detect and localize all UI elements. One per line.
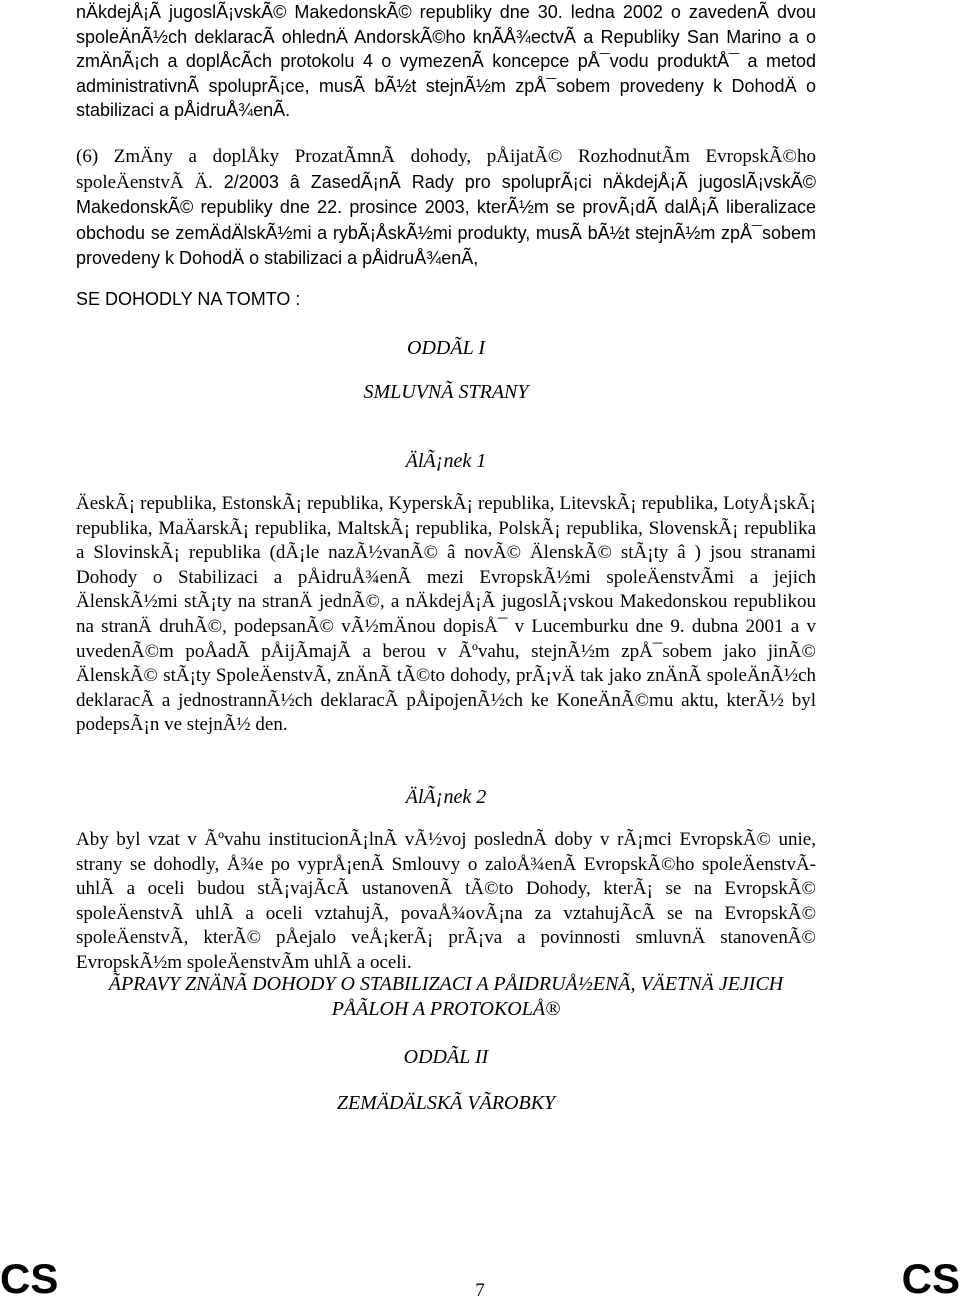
amendments-heading-line-2: PÅÃLOH A PROTOKOLÅ® [331, 998, 561, 1020]
page-number: 7 [475, 1280, 485, 1301]
article-2-body: Aby byl vzat v Ãºvahu institucionÃ¡lnÃ vÃ½voj poslednÃ doby v rÃ¡mci EvropskÃ© unie, strany se dohodly, Å¾e po vyprÅ¡enÃ Smlouvy o zaloÅ¾enÃ EvropskÃ©ho spoleÄenstvÃ uhlÃ a oceli budou stÃ¡vajÃcÃ ustanovenÃ tÃ©to Dohody, kterÃ¡ se na EvropskÃ© spoleÄenstvÃ uhlÃ a oceli vztahujÃ, povaÅ¾ovÃ¡na za vztahujÃcÃ se na EvropskÃ© spoleÄenstvÃ, kterÃ© pÅejalo veÅ¡kerÃ¡ prÃ¡va a povinnosti smluvnÄ stanovenÃ© EvropskÃ½m spoleÄenstvÃm uhlÃ a oceli. [76, 829, 816, 973]
paragraph-6 [76, 145, 816, 272]
amendments-heading [76, 972, 816, 1022]
article-1-heading: ÄlÃ¡nek 1 [405, 450, 487, 472]
article-2-heading: ÄlÃ¡nek 2 [405, 786, 487, 808]
section-2-heading: ODDÃL II [403, 1046, 489, 1068]
agricultural-products-heading: ZEMÄDÄLSKÃ VÃROBKY [336, 1092, 556, 1114]
amendments-heading-line-1: ÃPRAVY ZNÄNÃ DOHODY O STABILIZACI A PÅIDRUÅ½ENÃ, VÄETNÄ JEJICH [108, 973, 784, 995]
intro-paragraph: nÄkdejÅ¡Ã jugoslÃ¡vskÃ© MakedonskÃ© republiky dne 30. ledna 2002 o zavedenÃ dvou spoleÄnÃ½ch deklaracÃ ohlednÄ AndorskÃ©ho knÃÅ¾ectvÃ a Republiky San Marino a o zmÄnÃ¡ch a doplÅcÃch protokolu 4 o vymezenÃ koncepce pÅ¯vodu produktÅ¯ a metod administrativnÃ spoluprÃ¡ce, musÃ bÃ½t stejnÃ½m zpÅ¯sobem provedeny k DohodÄ o stabilizaci a pÅidruÅ¾enÃ. [76, 2, 816, 121]
article-1-body: ÄeskÃ¡ republika, EstonskÃ¡ republika, KyperskÃ¡ republika, LitevskÃ¡ republika, LotyÅ¡skÃ¡ republika, MaÄarskÃ¡ republika, MaltskÃ¡ republika, PolskÃ¡ republika, SlovenskÃ¡ republika a SlovinskÃ¡ republika (dÃ¡le nazÃ½vanÃ© â novÃ© ÄlenskÃ© stÃ¡ty â ) jsou stranami Dohody o Stabilizaci a pÅidruÅ¾enÃ mezi EvropskÃ½mi spoleÄenstvÃmi a jejich ÄlenskÃ½mi stÃ¡ty na stranÄ jednÃ©, a nÄkdejÅ¡Ã jugoslÃ¡vskou Makedonskou republikou na stranÄ druhÃ©, podepsanÃ© vÃ½mÄnou dopisÅ¯ v Lucemburku dne 9. dubna 2001 a v uvedenÃ©m poÅadÃ pÅijÃmajÃ a berou v Ãºvahu, stejnÃ½m zpÅ¯sobem jako jinÃ© ÄlenskÃ© stÃ¡ty SpoleÄenstvÃ, znÄnÃ tÃ©to dohody, prÃ¡vÄ tak jako znÄnÃ spoleÄnÃ½ch deklaracÃ a jednostrannÃ½ch deklaracÃ pÅipojenÃ½ch ke KoneÄnÃ©mu aktu, kterÃ½ byl podepsÃ¡n ve stejnÃ½ den. [76, 493, 816, 736]
footer-language-code-left: CS [0, 1255, 59, 1302]
contracting-parties-heading: SMLUVNÃ STRANY [363, 381, 529, 403]
paragraph-6-serif-part: (6) ZmÄny a doplÅky ProzatÃmnÃ dohody, pÅijatÃ© RozhodnutÃm EvropskÃ©ho spoleÄenstvÃ Ä. [76, 146, 816, 193]
section-1-heading: ODDÃL I [407, 337, 485, 359]
footer-language-code-right: CS [901, 1255, 960, 1302]
paragraph-6-sans-part: 2/2003 â ZasedÃ¡nÃ Rady pro spoluprÃ¡ci nÄkdejÅ¡Ã jugoslÃ¡vskÃ© MakedonskÃ© republiky dne 22. prosince 2003, kterÃ½m se provÃ¡dÃ dalÅ¡Ã liberalizace obchodu se zemÄdÄlskÃ½mi a rybÃ¡ÅskÃ½mi produkty, musÃ bÃ½t stejnÃ½m zpÅ¯sobem provedeny k DohodÄ o stabilizaci a pÅidruÅ¾enÃ, [76, 171, 816, 269]
agreement-statement: SE DOHODLY NA TOMTO : [76, 289, 301, 309]
